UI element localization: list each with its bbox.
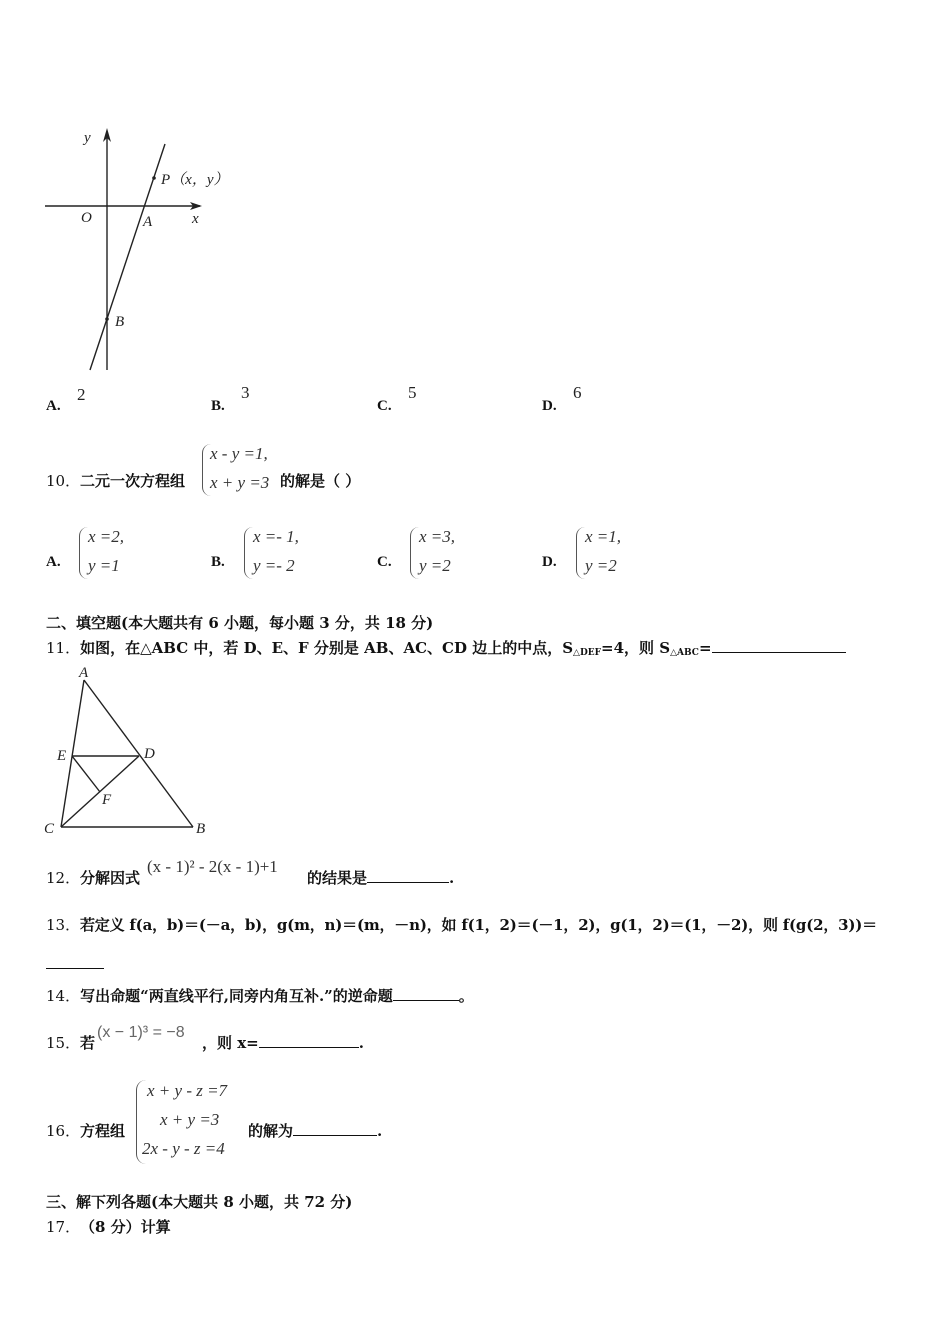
q14-answer-blank: [393, 986, 459, 1001]
q16-eq3: 2x - y - z =4: [142, 1139, 225, 1158]
q10-option-a-letter: A.: [46, 554, 61, 570]
label-p: P（x，y）: [161, 172, 229, 188]
q10-number: 10．: [46, 472, 81, 490]
q16-stem: 方程组: [80, 1122, 126, 1140]
q16-suffix: 的解为 .: [248, 1122, 383, 1140]
q17-number: 17．: [46, 1218, 81, 1236]
label-c: C: [44, 821, 55, 837]
label-o: O: [81, 210, 92, 226]
q15-expression: (x − 1)³ = −8: [97, 1024, 185, 1041]
q10-option-a-line2: y =1: [88, 556, 120, 575]
q12-answer-blank: [367, 868, 449, 883]
q11-answer-blank: [712, 638, 846, 653]
q10-option-d-brace: [576, 527, 585, 579]
label-f: F: [102, 792, 112, 808]
q9-option-a-letter: A.: [46, 398, 61, 414]
q15-answer-blank: [259, 1033, 359, 1048]
q10-stem: 二元一次方程组: [80, 472, 186, 490]
q11-text-b: =4，则 S: [601, 639, 671, 657]
q14-text: 写出命题“两直线平行,同旁内角互补.”的逆命题: [80, 987, 393, 1005]
q16-number: 16．: [46, 1122, 81, 1140]
q13-text: 若定义 f(a，b)＝(－a，b)，g(m，n)＝(m，－n)，如 f(1，2)＝(－1，2)，g(1，2)＝(1，－2)，则 f(g(2，3))＝: [80, 916, 877, 934]
q14-end: 。: [458, 987, 474, 1005]
q16-eq2: x + y =3: [160, 1110, 220, 1129]
label-x: x: [192, 211, 199, 227]
q10-option-d-line2: y =2: [585, 556, 617, 575]
label-b: B: [115, 314, 125, 330]
label-a: A: [143, 214, 153, 230]
q15-number: 15．: [46, 1034, 81, 1052]
q10-eq2: x + y =3: [210, 473, 270, 492]
q10-option-b-brace: [244, 527, 253, 579]
section-2-title: 二、填空题(本大题共有 6 小题，每小题 3 分，共 18 分): [46, 614, 434, 632]
q9-option-c-value: 5: [408, 383, 417, 402]
q10-option-c-letter: C.: [377, 554, 392, 570]
coordinate-figure: [40, 120, 260, 375]
q12-expression: (x - 1)² - 2(x - 1)+1: [147, 857, 278, 876]
q11-text-c: =: [698, 639, 712, 657]
q11-text-a: 如图，在△ABC 中，若 D、E、F 分别是 AB、AC、CD 边上的中点，S: [80, 639, 574, 657]
q9-option-b-value: 3: [241, 383, 250, 402]
q10-option-c-line1: x =3,: [419, 527, 456, 546]
q10-option-b-line2: y =- 2: [253, 556, 295, 575]
q10-option-d-line1: x =1,: [585, 527, 622, 546]
q17-text: （8 分）计算: [80, 1218, 171, 1236]
q11-sub-abc: △ABC: [670, 648, 699, 658]
q13-number: 13．: [46, 916, 81, 934]
q12-suffix: 的结果是 .: [307, 869, 455, 887]
q10-option-d-letter: D.: [542, 554, 557, 570]
q15-stem: 若: [80, 1034, 96, 1052]
label-y: y: [84, 130, 91, 146]
section-3-title: 三、解下列各题(本大题共 8 小题，共 72 分): [46, 1193, 353, 1211]
q10-eq1: x - y =1,: [210, 444, 268, 463]
label-b: B: [196, 821, 206, 837]
q9-option-a-value: 2: [77, 385, 86, 404]
question-11: [46, 637, 846, 658]
q10-option-b-letter: B.: [211, 554, 225, 570]
q10-option-c-brace: [410, 527, 419, 579]
q9-option-c-letter: C.: [377, 398, 392, 414]
question-14: [46, 985, 474, 1006]
q11-number: 11．: [46, 639, 81, 657]
q10-option-b-line1: x =- 1,: [253, 527, 299, 546]
q16-eq1: x + y - z =7: [147, 1081, 228, 1100]
point-p: [152, 176, 156, 180]
q10-suffix: 的解是（ ）: [280, 472, 361, 490]
label-a: A: [79, 665, 89, 681]
q12-number: 12．: [46, 869, 81, 887]
q12-stem: 分解因式: [80, 869, 141, 887]
label-d: D: [144, 746, 155, 762]
q14-number: 14．: [46, 987, 81, 1005]
q13-answer-blank: [46, 954, 104, 969]
q15-text: ，则 x= .: [202, 1034, 364, 1052]
q11-sub-def: △DEF: [573, 648, 602, 658]
q9-option-b-letter: B.: [211, 398, 225, 414]
q9-option-d-letter: D.: [542, 398, 557, 414]
triangle-figure: [40, 662, 220, 842]
label-e: E: [57, 748, 67, 764]
point-b: [105, 317, 109, 321]
q10-option-a-brace: [79, 527, 88, 579]
q9-option-d-value: 6: [573, 383, 582, 402]
q10-option-c-line2: y =2: [419, 556, 451, 575]
q16-answer-blank: [293, 1121, 377, 1136]
q10-option-a-line1: x =2,: [88, 527, 125, 546]
